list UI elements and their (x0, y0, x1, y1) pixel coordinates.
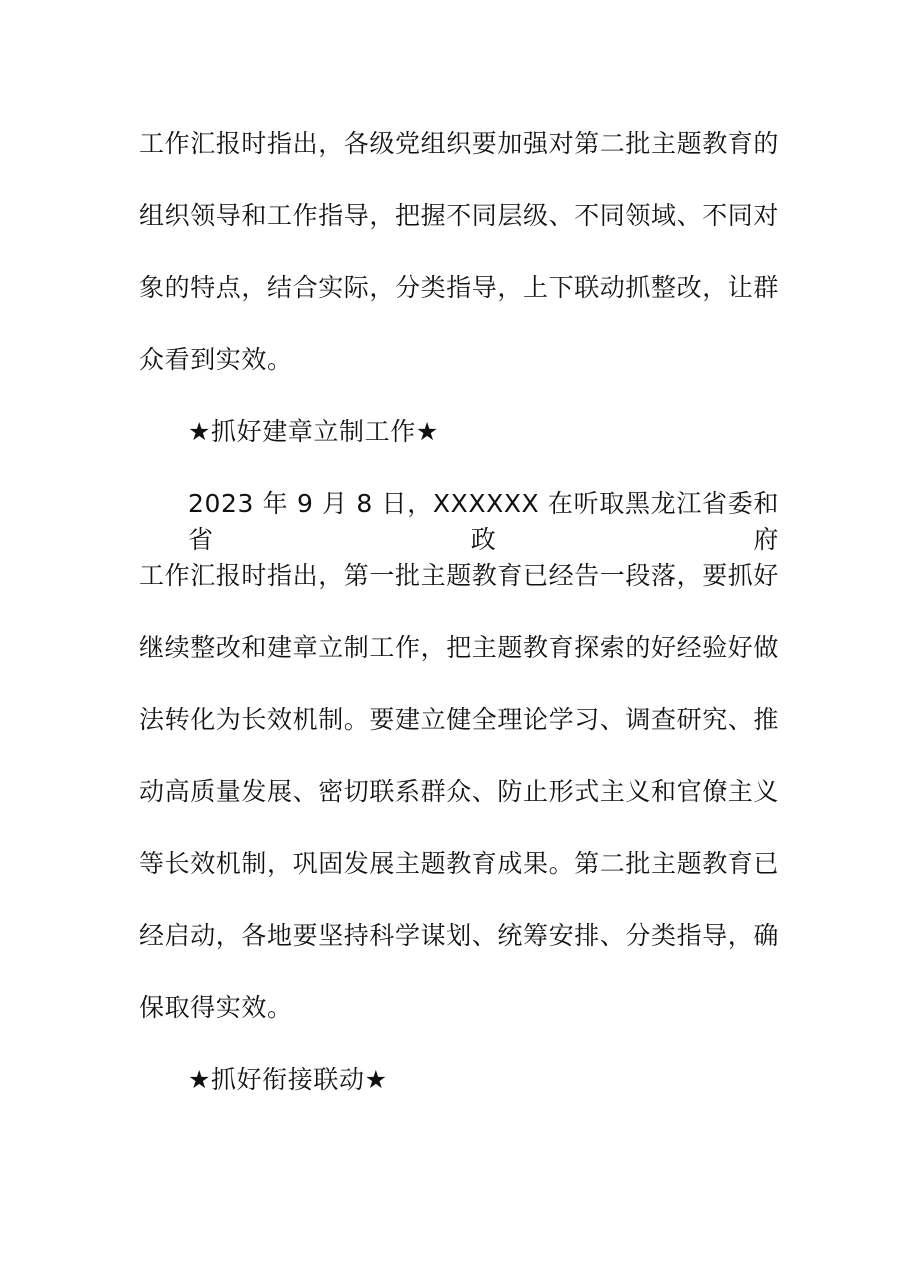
paragraph-line: 继续整改和建章立制工作，把主题教育探索的好经验好做 (139, 633, 780, 662)
paragraph-line: 经启动，各地要坚持科学谋划、统筹安排、分类指导，确 (139, 921, 780, 950)
paragraph-line: 象的特点，结合实际，分类指导，上下联动抓整改，让群 (139, 273, 780, 302)
paragraph-line: 工作汇报时指出，第一批主题教育已经告一段落，要抓好 (139, 561, 780, 590)
paragraph-line: 等长效机制，巩固发展主题教育成果。第二批主题教育已 (139, 849, 780, 878)
section-heading: ★抓好衔接联动★ (188, 1065, 388, 1094)
paragraph-line: 2023 年 9 月 8 日，XXXXXX 在听取黑龙江省委和省政府 (188, 489, 779, 554)
paragraph-line: 保取得实效。 (139, 993, 293, 1022)
paragraph-line: 工作汇报时指出，各级党组织要加强对第二批主题教育的 (139, 129, 780, 158)
paragraph-line: 法转化为长效机制。要建立健全理论学习、调查研究、推 (139, 705, 780, 734)
paragraph-line: 组织领导和工作指导，把握不同层级、不同领域、不同对 (139, 201, 780, 230)
paragraph-line: 动高质量发展、密切联系群众、防止形式主义和官僚主义 (139, 777, 780, 806)
section-heading: ★抓好建章立制工作★ (188, 417, 439, 446)
paragraph-line: 众看到实效。 (139, 345, 293, 374)
